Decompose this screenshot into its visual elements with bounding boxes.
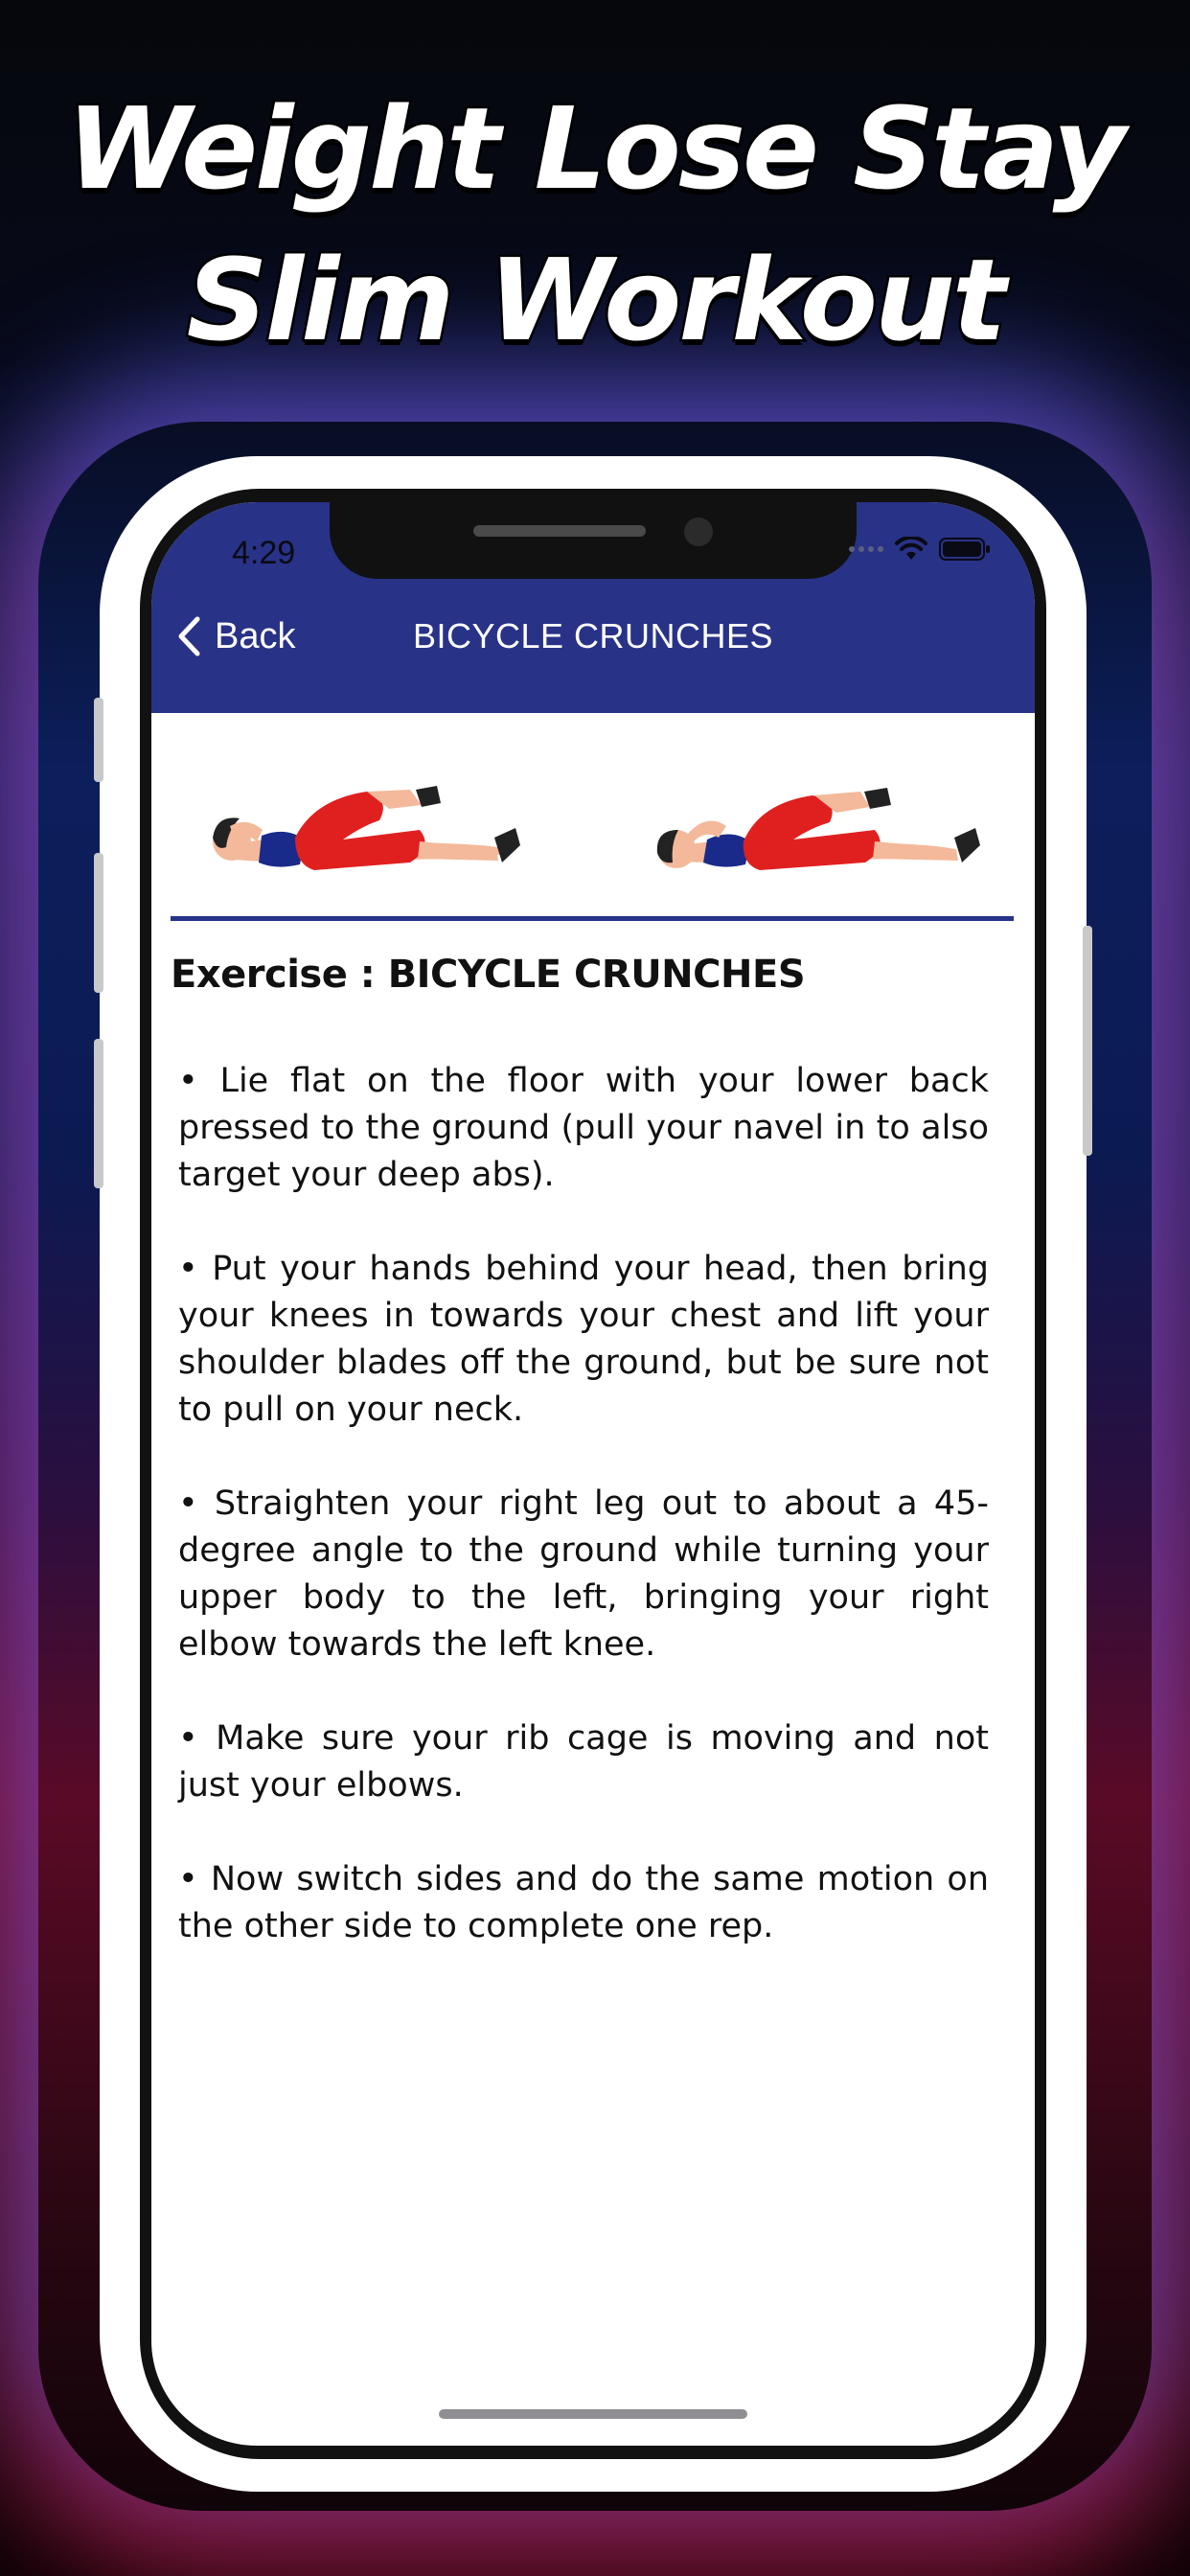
earpiece-speaker	[473, 525, 646, 537]
back-button-label: Back	[215, 615, 296, 656]
instruction-item: • Straighten your right leg out to about a 45-degree angle to the ground while turning your upper body to the left, bringing your right elbow towards the left knee.	[178, 1484, 989, 1664]
battery-icon	[939, 537, 991, 562]
phone-bezel	[140, 489, 1046, 2459]
notch	[330, 502, 857, 579]
navigation-bar	[151, 502, 1035, 713]
instruction-item: • Lie flat on the floor with your lower back pressed to the ground (pull your navel in to also target your deep abs).	[178, 1062, 989, 1194]
promo-title-line-1: Weight Lose Stay	[66, 82, 1124, 215]
instruction-item: • Now switch sides and do the same motion on the other side to complete one rep.	[178, 1860, 989, 1945]
power-button	[1083, 926, 1092, 1156]
chevron-left-icon	[176, 615, 201, 657]
promo-title-line-2: Slim Workout	[186, 234, 1004, 366]
app-screen	[151, 502, 1035, 2446]
volume-up-button	[94, 853, 103, 993]
cellular-signal-icon	[849, 546, 883, 552]
instructions-list	[178, 1058, 989, 1997]
silent-switch	[94, 698, 103, 782]
instruction-item: • Make sure your rib cage is moving and not just your elbows.	[178, 1719, 989, 1805]
back-button[interactable]	[176, 608, 295, 665]
home-indicator[interactable]	[439, 2409, 747, 2419]
wifi-icon	[895, 537, 927, 562]
instruction-item: • Put your hands behind your head, then bring your knees in towards your chest and lift your shoulder blades off the ground, but be sure not to pull on your neck.	[178, 1250, 989, 1429]
exercise-heading: Exercise : BICYCLE CRUNCHES	[171, 953, 806, 997]
front-camera	[684, 518, 713, 546]
exercise-illustration	[171, 770, 1016, 895]
exercise-figure-2	[657, 788, 980, 870]
phone-frame	[100, 456, 1087, 2492]
page-title: BICYCLE CRUNCHES	[412, 616, 774, 656]
volume-down-button	[94, 1039, 103, 1188]
exercise-figure-1	[213, 786, 520, 870]
status-icons	[849, 537, 991, 562]
status-time: 4:29	[232, 535, 296, 571]
divider	[171, 916, 1014, 921]
